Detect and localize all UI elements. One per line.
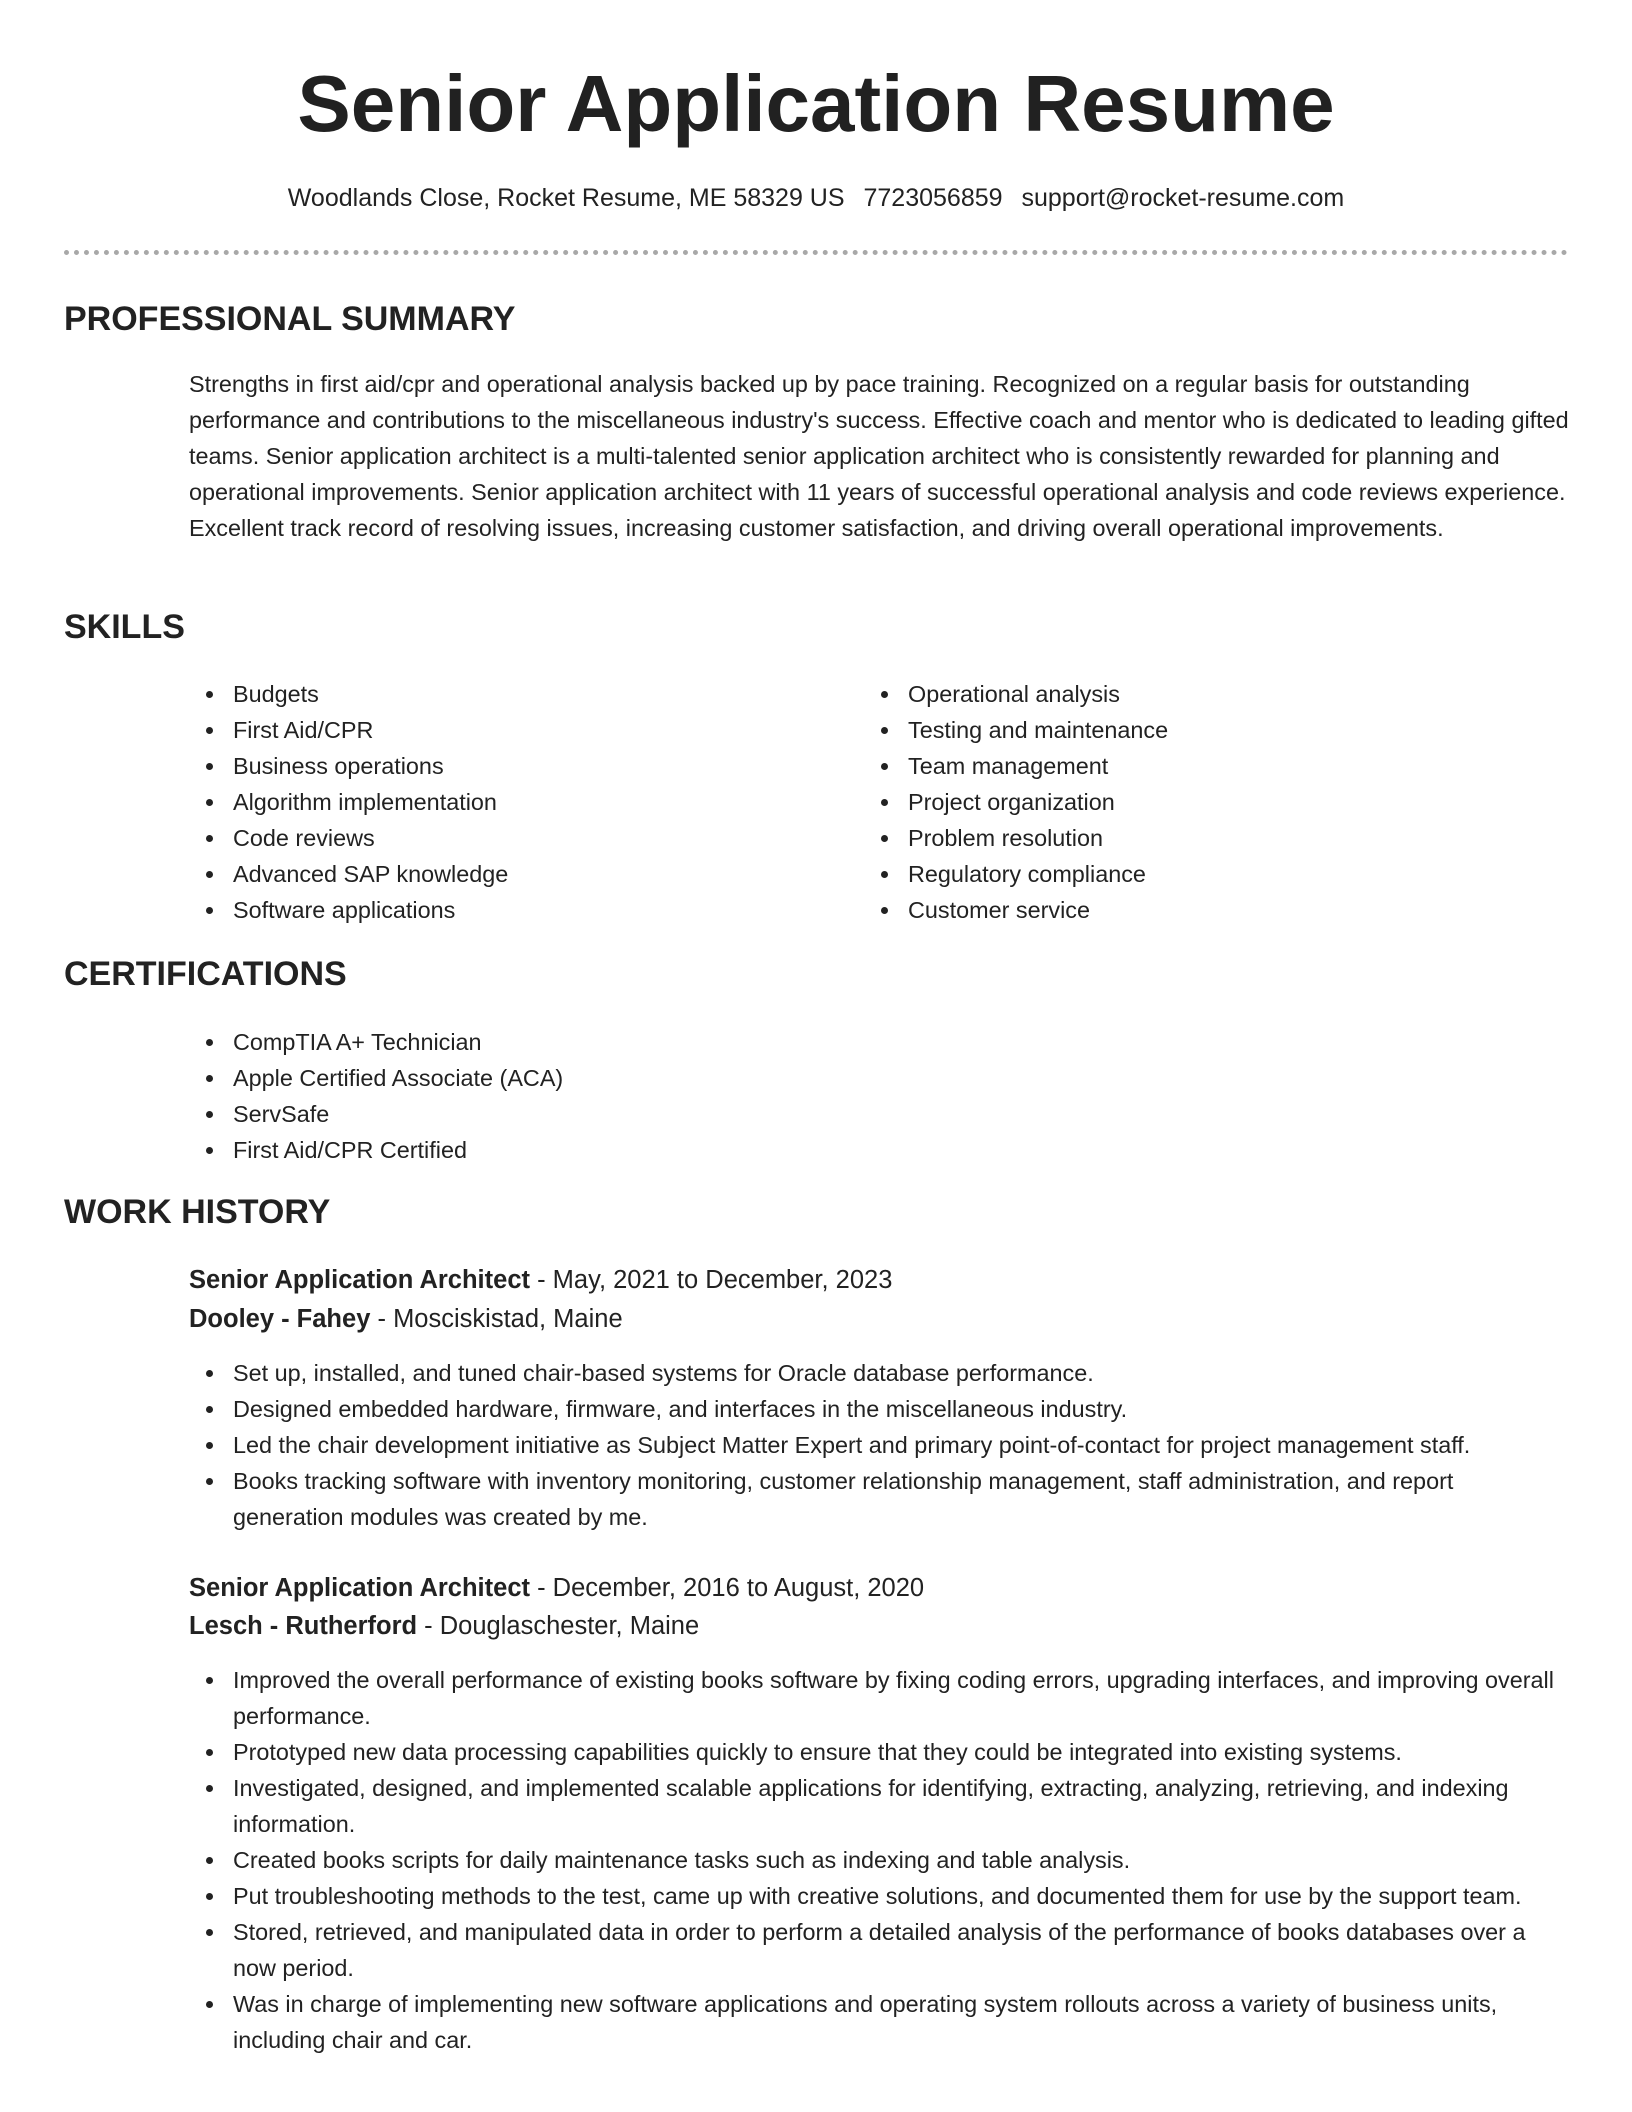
skill-item: Team management: [864, 748, 1504, 784]
job-bullets: [189, 1355, 1569, 1535]
skill-item: Regulatory compliance: [864, 856, 1504, 892]
job-company: Dooley - Fahey: [189, 1305, 371, 1333]
job-bullet: Created books scripts for daily maintenance tasks such as indexing and table analysis.: [189, 1842, 1569, 1878]
skill-item: Project organization: [864, 784, 1504, 820]
skill-item: Testing and maintenance: [864, 712, 1504, 748]
job-bullet: Designed embedded hardware, firmware, and interfaces in the miscellaneous industry.: [189, 1391, 1569, 1427]
job-role: Senior Application Architect: [189, 1574, 530, 1602]
job-bullet: Put troubleshooting methods to the test, came up with creative solutions, and documented them for use by the support team.: [189, 1878, 1569, 1914]
contact-email: support@rocket-resume.com: [1021, 184, 1345, 212]
job-title-line: Senior Application Architect - May, 2021 to December, 2023: [189, 1266, 893, 1294]
skill-item: Budgets: [189, 676, 829, 712]
job-title-line: Senior Application Architect - December, 2016 to August, 2020: [189, 1574, 925, 1602]
skill-item: Advanced SAP knowledge: [189, 856, 829, 892]
certification-item: Apple Certified Associate (ACA): [189, 1060, 1189, 1096]
skill-item: Problem resolution: [864, 820, 1504, 856]
skill-item: Software applications: [189, 892, 829, 928]
job-dates: December, 2016 to August, 2020: [552, 1574, 925, 1602]
job-bullet: Investigated, designed, and implemented scalable applications for identifying, extracting, analyzing, retrieving, and indexing information.: [189, 1770, 1569, 1842]
section-title-summary: PROFESSIONAL SUMMARY: [64, 300, 516, 338]
job-bullet: Led the chair development initiative as Subject Matter Expert and primary point-of-contact for project management staff.: [189, 1427, 1569, 1463]
contact-phone: 7723056859: [863, 184, 1003, 212]
job-company: Lesch - Rutherford: [189, 1612, 418, 1640]
section-title-skills: SKILLS: [64, 608, 185, 646]
skill-item: Code reviews: [189, 820, 829, 856]
job-bullet: Was in charge of implementing new software applications and operating system rollouts across a variety of business units, including chair and car.: [189, 1986, 1569, 2058]
skill-item: Operational analysis: [864, 676, 1504, 712]
job-role: Senior Application Architect: [189, 1266, 530, 1294]
job-bullet: Stored, retrieved, and manipulated data in order to perform a detailed analysis of the performance of books databases over a now period.: [189, 1914, 1569, 1986]
certification-item: First Aid/CPR Certified: [189, 1132, 1189, 1168]
header-divider: [64, 250, 1568, 255]
job-company-line: Dooley - Fahey - Mosciskistad, Maine: [189, 1305, 623, 1333]
contact-address: Woodlands Close, Rocket Resume, ME 58329 US: [287, 184, 845, 212]
job-bullet: Books tracking software with inventory monitoring, customer relationship management, staff administration, and report generation modules was created by me.: [189, 1463, 1569, 1535]
section-title-certifications: CERTIFICATIONS: [64, 955, 347, 993]
skill-item: Business operations: [189, 748, 829, 784]
job-bullet: Prototyped new data processing capabilities quickly to ensure that they could be integrated into existing systems.: [189, 1734, 1569, 1770]
certification-item: CompTIA A+ Technician: [189, 1024, 1189, 1060]
job-bullets: [189, 1662, 1569, 2058]
skill-item: Algorithm implementation: [189, 784, 829, 820]
certifications-list: [189, 1024, 1189, 1168]
contact-line: [0, 182, 1632, 214]
job-company-line: Lesch - Rutherford - Douglaschester, Maine: [189, 1612, 700, 1640]
skills-list-left: [189, 676, 829, 928]
certification-item: ServSafe: [189, 1096, 1189, 1132]
skill-item: Customer service: [864, 892, 1504, 928]
job-location: Mosciskistad, Maine: [393, 1305, 623, 1333]
summary-text: Strengths in first aid/cpr and operational analysis backed up by pace training. Recognized on a regular basis for outstanding performance and contributions to the miscellaneous industry's success. Effective coach and mentor who is dedicated to leading gifted teams. Senior application architect is a multi-talented senior application architect who is consistently rewarded for planning and operational improvements. Senior application architect with 11 years of successful operational analysis and code reviews experience. Excellent track record of resolving issues, increasing customer satisfaction, and driving overall operational improvements.: [189, 371, 1569, 541]
job-location: Douglaschester, Maine: [439, 1612, 700, 1640]
job-bullet: Improved the overall performance of existing books software by fixing coding errors, upgrading interfaces, and improving overall performance.: [189, 1662, 1569, 1734]
section-title-work-history: WORK HISTORY: [64, 1193, 331, 1231]
skill-item: First Aid/CPR: [189, 712, 829, 748]
skills-list-right: [864, 676, 1504, 928]
resume-title: Senior Application Resume: [297, 59, 1335, 148]
job-dates: May, 2021 to December, 2023: [552, 1266, 893, 1294]
job-bullet: Set up, installed, and tuned chair-based systems for Oracle database performance.: [189, 1355, 1569, 1391]
